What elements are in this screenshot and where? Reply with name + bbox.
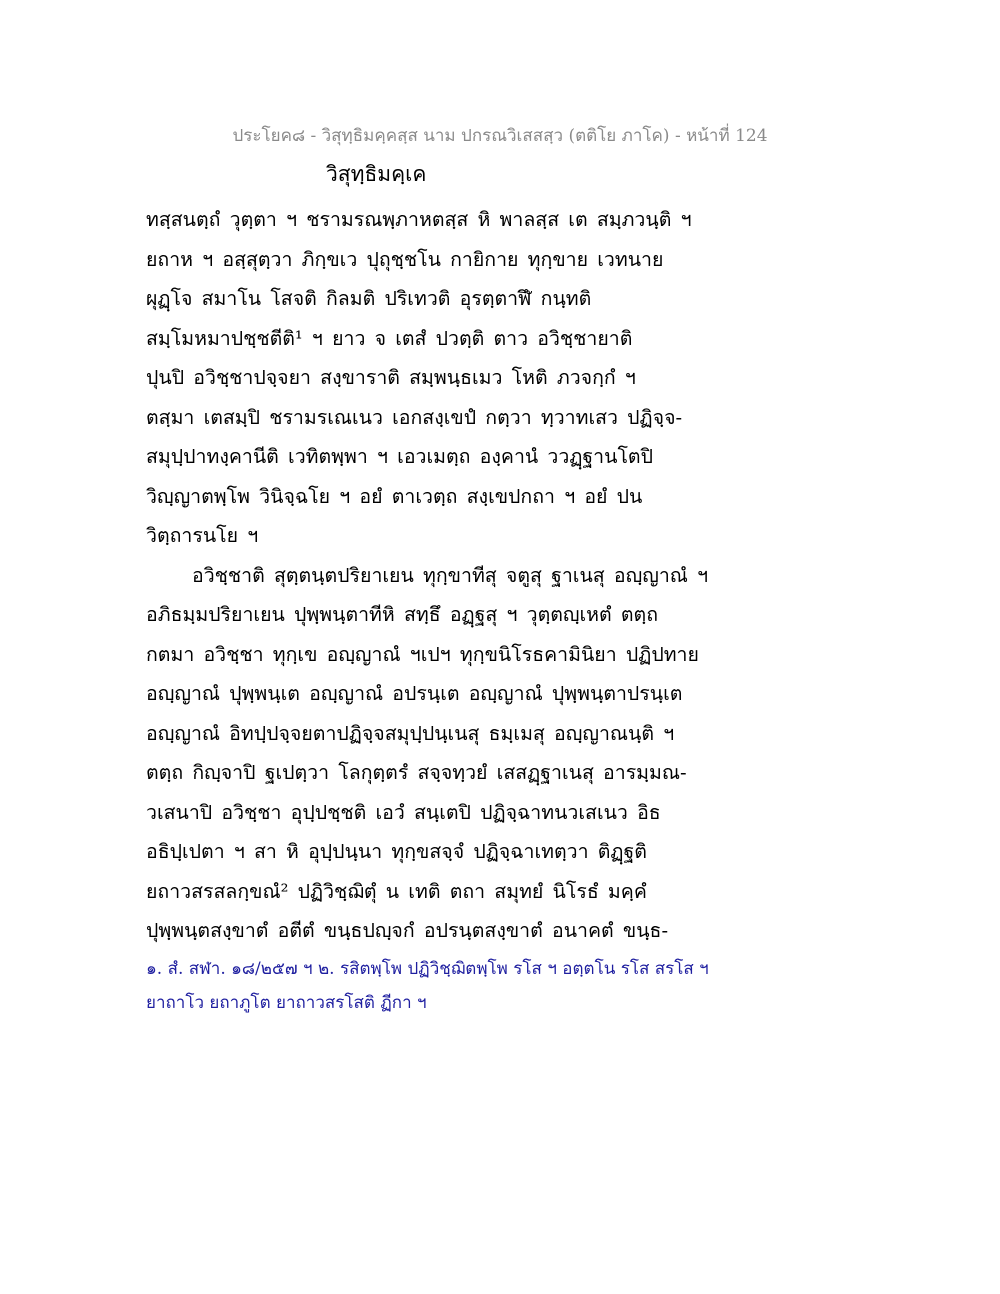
text-line: อญฺญาณํ อิทปฺปจฺจยตาปฏิจฺจสมุปฺปนฺเนสุ ธมฺเมสุ อญฺญาณนฺติ ฯ [146, 721, 675, 745]
text-line: สมฺโมหมาปชฺชตีติ¹ ฯ ยาว จ เตสํ ปวตฺติ ตาว อวิชฺชายาติ [146, 326, 633, 350]
running-header: ประโยค๘ - วิสุทฺธิมคฺคสฺส นาม ปกรณวิเสสสฺว (ตติโย ภาโค) - หน้าที่ 124 [232, 126, 768, 146]
text-line: อญฺญาณํ ปุพฺพนฺเต อญฺญาณํ อปรนฺเต อญฺญาณํ ปุพฺพนฺตาปรนฺเต [146, 682, 683, 705]
text-line: ยถาห ฯ อสฺสุตฺวา ภิกฺขเว ปุถุชฺชโน กายิกาย ทุกฺขาย เวทนาย [146, 247, 664, 271]
text-line: วิตฺถารนโย ฯ [146, 524, 259, 547]
footnote-line: ๑. สํ. สฬา. ๑๘/๒๕๗ ฯ ๒. รสิตพฺโพ ปฏิวิชฺฌิตพฺโพ รโส ฯ อตฺตโน รโส สรโส ฯ [146, 959, 709, 979]
text-line: อวิชฺชาติ สุตฺตนฺตปริยาเยน ทุกฺขาทีสุ จตูสุ ฐาเนสุ อญฺญาณํ ฯ [192, 563, 709, 587]
text-line: อธิปฺเปตา ฯ สา หิ อุปฺปนฺนา ทุกฺขสจฺจํ ปฏิจฺฉาเทตฺวา ติฏฺฐติ [146, 840, 647, 863]
text-line: ทสฺสนตฺถํ วุตฺตา ฯ ชรามรณพฺภาหตสฺส หิ พาลสฺส เต สมฺภวนฺติ ฯ [146, 208, 692, 231]
paragraph-1 [146, 200, 706, 556]
footnotes [146, 952, 766, 1020]
text-line: วิญฺญาตพฺโพ วินิจฺฉโย ฯ อยํ ตาเวตฺถ สงฺเขปกถา ฯ อยํ ปน [146, 484, 643, 508]
section-title: วิสุทฺธิมคฺเค [326, 162, 427, 186]
body-text [146, 200, 709, 951]
text-line: ตตฺถ กิญฺจาปิ ฐเปตฺวา โลกุตฺตรํ สจฺจทฺวยํ เสสฏฺฐาเนสุ อารมฺมณ- [146, 761, 687, 784]
text-line: ตสฺมา เตสมฺปิ ชรามรเณเนว เอกสงฺเขปํ กตฺวา ทฺวาทเสว ปฏิจฺจ- [146, 405, 683, 429]
text-line: ยถาวสรสลกฺขณํ² ปฏิวิชฺฌิตุํ น เทติ ตถา สมุทยํ นิโรธํ มคฺคํ [146, 879, 647, 903]
text-line: สมุปฺปาทงฺคานีติ เวทิตพฺพา ฯ เอวเมตฺถ องฺคานํ ววฏฺฐานโตปิ [146, 445, 653, 468]
text-line: อภิธมฺมปริยาเยน ปุพฺพนฺตาทีหิ สทฺธึ อฏฺฐสุ ฯ วุตฺตญฺเหตํ ตตฺถ [146, 603, 659, 626]
paragraph-2 [146, 556, 709, 951]
text-line: ปุนปิ อวิชฺชาปจฺจยา สงฺขาราติ สมฺพนฺธเมว โหติ ภวจกฺกํ ฯ [146, 366, 636, 389]
text-line: ผุฏฺโจ สมาโน โสจติ กิลมติ ปริเทวติ อุรตฺตาฬึ กนฺทติ [146, 287, 592, 310]
text-line: วเสนาปิ อวิชฺชา อุปฺปชฺชติ เอวํ สนฺเตปิ ปฏิจฺฉาทนวเสเนว อิธ [146, 800, 661, 824]
footnote-line: ยาถาโว ยถาภูโต ยาถาวสรโสติ ฏีกา ฯ [146, 993, 427, 1013]
text-line: กตมา อวิชฺชา ทุกฺเข อญฺญาณํ ฯเปฯ ทุกฺขนิโรธคามินิยา ปฏิปทาย [146, 642, 699, 666]
text-line: ปุพฺพนฺตสงฺขาตํ อตีตํ ขนฺธปญฺจกํ อปรนฺตสงฺขาตํ อนาคตํ ขนฺธ- [146, 919, 669, 942]
